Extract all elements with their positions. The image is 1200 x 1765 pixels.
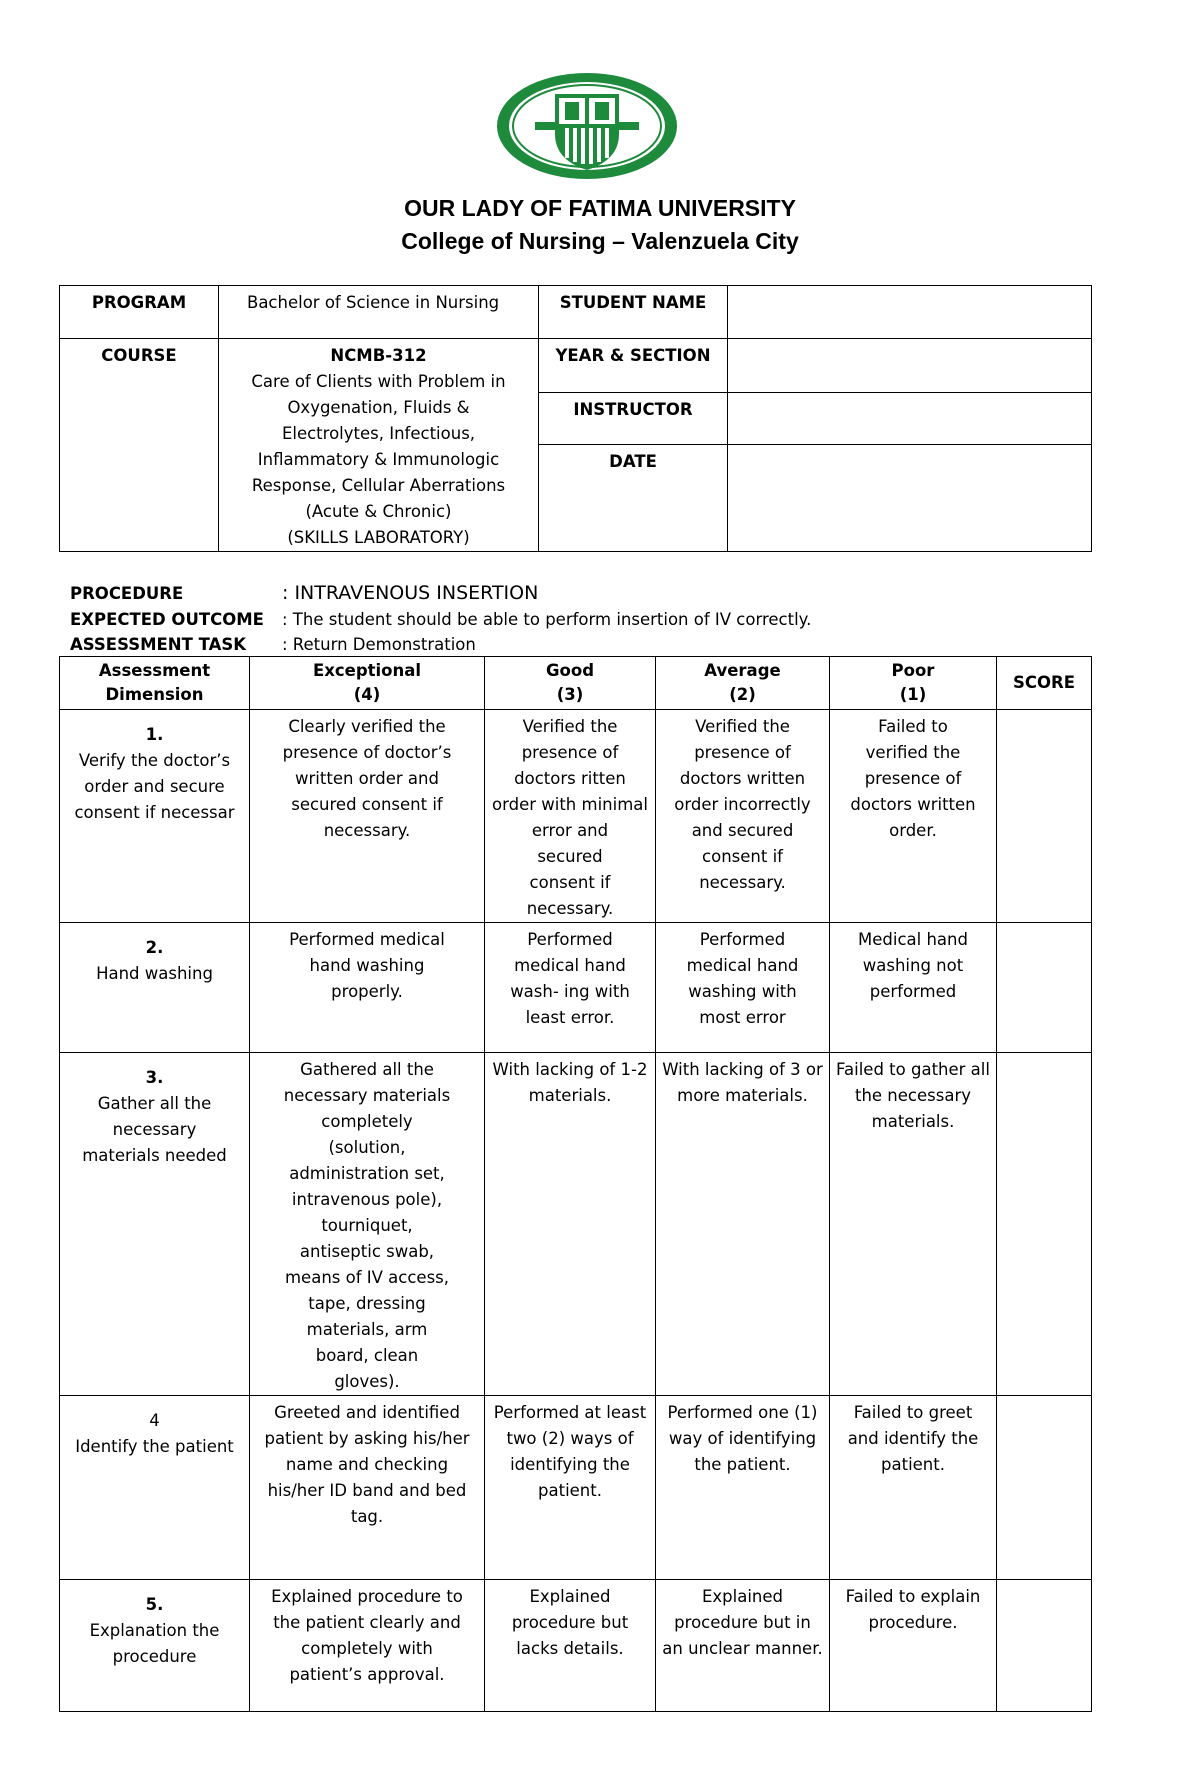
dimension-line: Identify the patient: [75, 1437, 234, 1456]
header-good: Good (3): [485, 657, 656, 710]
cell-poor: [830, 1053, 997, 1396]
cell-average: [656, 923, 830, 1053]
average-line: Performed: [699, 930, 786, 949]
average-line: an unclear manner.: [662, 1639, 823, 1658]
exceptional-line: Performed medical: [289, 930, 445, 949]
average-line: medical hand: [686, 956, 799, 975]
dimension-line: Gather all the: [97, 1094, 212, 1113]
poor-line: Failed to greet: [853, 1403, 973, 1422]
header-assessment-dimension: Assessment Dimension: [60, 657, 250, 710]
cell-dimension: [60, 1396, 250, 1580]
cell-exceptional: [250, 1580, 485, 1712]
score-field[interactable]: [997, 1396, 1092, 1580]
exceptional-line: (solution,: [328, 1138, 406, 1157]
date-field[interactable]: [728, 445, 1092, 552]
poor-line: presence of: [864, 769, 962, 788]
poor-line: materials.: [871, 1112, 955, 1131]
average-line: more materials.: [677, 1086, 808, 1105]
exceptional-line: antiseptic swab,: [299, 1242, 435, 1261]
exceptional-line: patient by asking his/her: [264, 1429, 470, 1448]
average-line: Explained: [701, 1587, 784, 1606]
exceptional-line: board, clean: [315, 1346, 419, 1365]
average-line: way of identifying: [668, 1429, 817, 1448]
poor-line: doctors written: [850, 795, 976, 814]
good-line: two (2) ways of: [506, 1429, 634, 1448]
exceptional-line: presence of doctor’s: [282, 743, 452, 762]
cell-good: [485, 1580, 656, 1712]
year-section-label: YEAR & SECTION: [539, 339, 728, 393]
poor-line: patient.: [881, 1455, 945, 1474]
cell-dimension: [60, 710, 250, 923]
dimension-line: 2.: [145, 938, 164, 957]
exceptional-line: tourniquet,: [321, 1216, 413, 1235]
average-line: procedure but in: [674, 1613, 811, 1632]
average-line: With lacking of 3 or: [662, 1060, 823, 1079]
poor-line: Medical hand: [858, 930, 968, 949]
rubric-row: [60, 923, 1092, 1053]
exceptional-line: hand washing: [309, 956, 425, 975]
cell-dimension: [60, 1580, 250, 1712]
dimension-line: Verify the doctor’s: [78, 751, 231, 770]
average-line: washing with: [688, 982, 797, 1001]
good-line: Performed: [527, 930, 613, 949]
poor-line: procedure.: [868, 1613, 958, 1632]
good-line: error and: [531, 821, 609, 840]
exceptional-line: patient’s approval.: [289, 1665, 445, 1684]
good-line: materials.: [528, 1086, 612, 1105]
good-line: Performed at least: [493, 1403, 647, 1422]
course-title-line: Care of Clients with Problem in: [251, 372, 506, 391]
exceptional-line: written order and: [295, 769, 439, 788]
assessment-task-value: : Return Demonstration: [282, 635, 476, 654]
exceptional-line: necessary materials: [283, 1086, 451, 1105]
dimension-line: order and secure: [84, 777, 225, 796]
assessment-task-label: ASSESSMENT TASK: [70, 635, 247, 654]
poor-line: performed: [869, 982, 957, 1001]
good-line: doctors ritten: [514, 769, 626, 788]
cell-exceptional: [250, 923, 485, 1053]
rubric-row: [60, 1053, 1092, 1396]
score-field[interactable]: [997, 923, 1092, 1053]
procedure-value: : INTRAVENOUS INSERTION: [282, 582, 539, 604]
dimension-line: procedure: [112, 1647, 197, 1666]
cell-exceptional: [250, 1053, 485, 1396]
student-info-table: [59, 285, 1092, 552]
average-line: consent if: [702, 847, 783, 866]
course-title-line: Oxygenation, Fluids &: [287, 398, 470, 417]
cell-exceptional: [250, 710, 485, 923]
cell-good: [485, 1053, 656, 1396]
exceptional-line: intravenous pole),: [291, 1190, 443, 1209]
exceptional-line: Explained procedure to: [271, 1587, 463, 1606]
rubric-header-row: [60, 657, 1092, 710]
university-seal-logo: [495, 72, 679, 180]
course-label: COURSE: [60, 339, 219, 552]
cell-poor: [830, 1396, 997, 1580]
poor-line: Failed to explain: [845, 1587, 981, 1606]
average-line: order incorrectly: [674, 795, 811, 814]
student-name-label: STUDENT NAME: [539, 286, 728, 339]
exceptional-line: secured consent if: [291, 795, 443, 814]
exceptional-line: materials, arm: [306, 1320, 428, 1339]
exceptional-line: completely with: [301, 1639, 433, 1658]
poor-line: Failed to: [878, 717, 948, 736]
rubric-table: [59, 656, 1092, 1712]
cell-poor: [830, 710, 997, 923]
good-line: wash- ing with: [510, 982, 630, 1001]
cell-good: [485, 710, 656, 923]
exceptional-line: means of IV access,: [284, 1268, 450, 1287]
instructor-field[interactable]: [728, 392, 1092, 445]
rubric-row: [60, 710, 1092, 923]
good-line: procedure but: [511, 1613, 629, 1632]
good-line: medical hand: [514, 956, 626, 975]
average-line: Performed one (1): [667, 1403, 818, 1422]
course-title-line: Inflammatory & Immunologic: [257, 450, 500, 469]
cell-poor: [830, 923, 997, 1053]
score-field[interactable]: [997, 1053, 1092, 1396]
header-exceptional: Exceptional (4): [250, 657, 485, 710]
course-details: [219, 339, 539, 552]
cell-average: [656, 1053, 830, 1396]
cell-dimension: [60, 1053, 250, 1396]
good-line: order with minimal: [492, 795, 648, 814]
procedure-label: PROCEDURE: [70, 584, 184, 603]
good-line: patient.: [538, 1481, 602, 1500]
exceptional-line: completely: [321, 1112, 413, 1131]
good-line: With lacking of 1-2: [492, 1060, 648, 1079]
cell-average: [656, 1580, 830, 1712]
good-line: consent if: [529, 873, 611, 892]
exceptional-line: name and checking: [285, 1455, 449, 1474]
cell-average: [656, 710, 830, 923]
expected-outcome-value: : The student should be able to perform insertion of IV correctly.: [282, 610, 812, 629]
exceptional-line: tag.: [350, 1507, 384, 1526]
course-title-line: Electrolytes, Infectious,: [281, 424, 476, 443]
header-score: SCORE: [997, 657, 1092, 710]
exceptional-line: Clearly verified the: [288, 717, 446, 736]
cell-good: [485, 923, 656, 1053]
exceptional-line: administration set,: [289, 1164, 445, 1183]
average-line: Verified the: [695, 717, 790, 736]
program-label: PROGRAM: [60, 286, 219, 339]
good-line: secured: [537, 847, 603, 866]
good-line: Verified the: [522, 717, 618, 736]
exceptional-line: Gathered all the: [300, 1060, 434, 1079]
score-field[interactable]: [997, 710, 1092, 923]
poor-line: washing not: [862, 956, 964, 975]
average-line: most error: [699, 1008, 786, 1027]
exceptional-line: his/her ID band and bed: [267, 1481, 467, 1500]
dimension-line: Explanation the: [89, 1621, 220, 1640]
exceptional-line: gloves).: [334, 1372, 400, 1391]
dimension-line: 5.: [145, 1595, 164, 1614]
dimension-line: 4: [149, 1411, 160, 1430]
expected-outcome-label: EXPECTED OUTCOME: [70, 610, 264, 629]
dimension-line: consent if necessar: [74, 803, 235, 822]
date-label: DATE: [539, 445, 728, 552]
dimension-line: necessary: [112, 1120, 197, 1139]
score-field[interactable]: [997, 1580, 1092, 1712]
good-line: least error.: [525, 1008, 615, 1027]
exceptional-line: Greeted and identified: [274, 1403, 460, 1422]
college-name: College of Nursing – Valenzuela City: [401, 228, 799, 254]
average-line: and secured: [691, 821, 794, 840]
exceptional-line: necessary.: [323, 821, 411, 840]
cell-average: [656, 1396, 830, 1580]
course-title-line: (SKILLS LABORATORY): [287, 528, 470, 547]
instructor-label: INSTRUCTOR: [539, 392, 728, 445]
course-title-line: (Acute & Chronic): [305, 502, 452, 521]
cell-poor: [830, 1580, 997, 1712]
cell-dimension: [60, 923, 250, 1053]
dimension-line: 1.: [145, 725, 164, 744]
exceptional-line: the patient clearly and: [273, 1613, 461, 1632]
dimension-line: 3.: [145, 1068, 164, 1087]
cell-good: [485, 1396, 656, 1580]
average-line: the patient.: [694, 1455, 791, 1474]
average-line: presence of: [694, 743, 791, 762]
average-line: necessary.: [699, 873, 786, 892]
good-line: presence of: [521, 743, 619, 762]
year-section-field[interactable]: [728, 339, 1092, 393]
exceptional-line: tape, dressing: [308, 1294, 426, 1313]
poor-line: Failed to gather all: [836, 1060, 990, 1079]
good-line: lacks details.: [516, 1639, 624, 1658]
good-line: necessary.: [526, 899, 614, 918]
good-line: identifying the: [510, 1455, 630, 1474]
student-name-field[interactable]: [728, 286, 1092, 339]
poor-line: verified the: [865, 743, 961, 762]
poor-line: and identify the: [847, 1429, 979, 1448]
program-value: Bachelor of Science in Nursing: [219, 286, 539, 339]
rubric-row: [60, 1396, 1092, 1580]
university-name: OUR LADY OF FATIMA UNIVERSITY: [404, 195, 796, 221]
dimension-line: Hand washing: [96, 964, 213, 983]
cell-exceptional: [250, 1396, 485, 1580]
rubric-row: [60, 1580, 1092, 1712]
course-code: NCMB-312: [330, 346, 427, 365]
poor-line: the necessary: [854, 1086, 971, 1105]
course-title-line: Response, Cellular Aberrations: [251, 476, 506, 495]
poor-line: order.: [889, 821, 937, 840]
dimension-line: materials needed: [82, 1146, 227, 1165]
average-line: doctors written: [679, 769, 806, 788]
exceptional-line: properly.: [331, 982, 403, 1001]
header-average: Average (2): [656, 657, 830, 710]
header-poor: Poor (1): [830, 657, 997, 710]
good-line: Explained: [529, 1587, 611, 1606]
